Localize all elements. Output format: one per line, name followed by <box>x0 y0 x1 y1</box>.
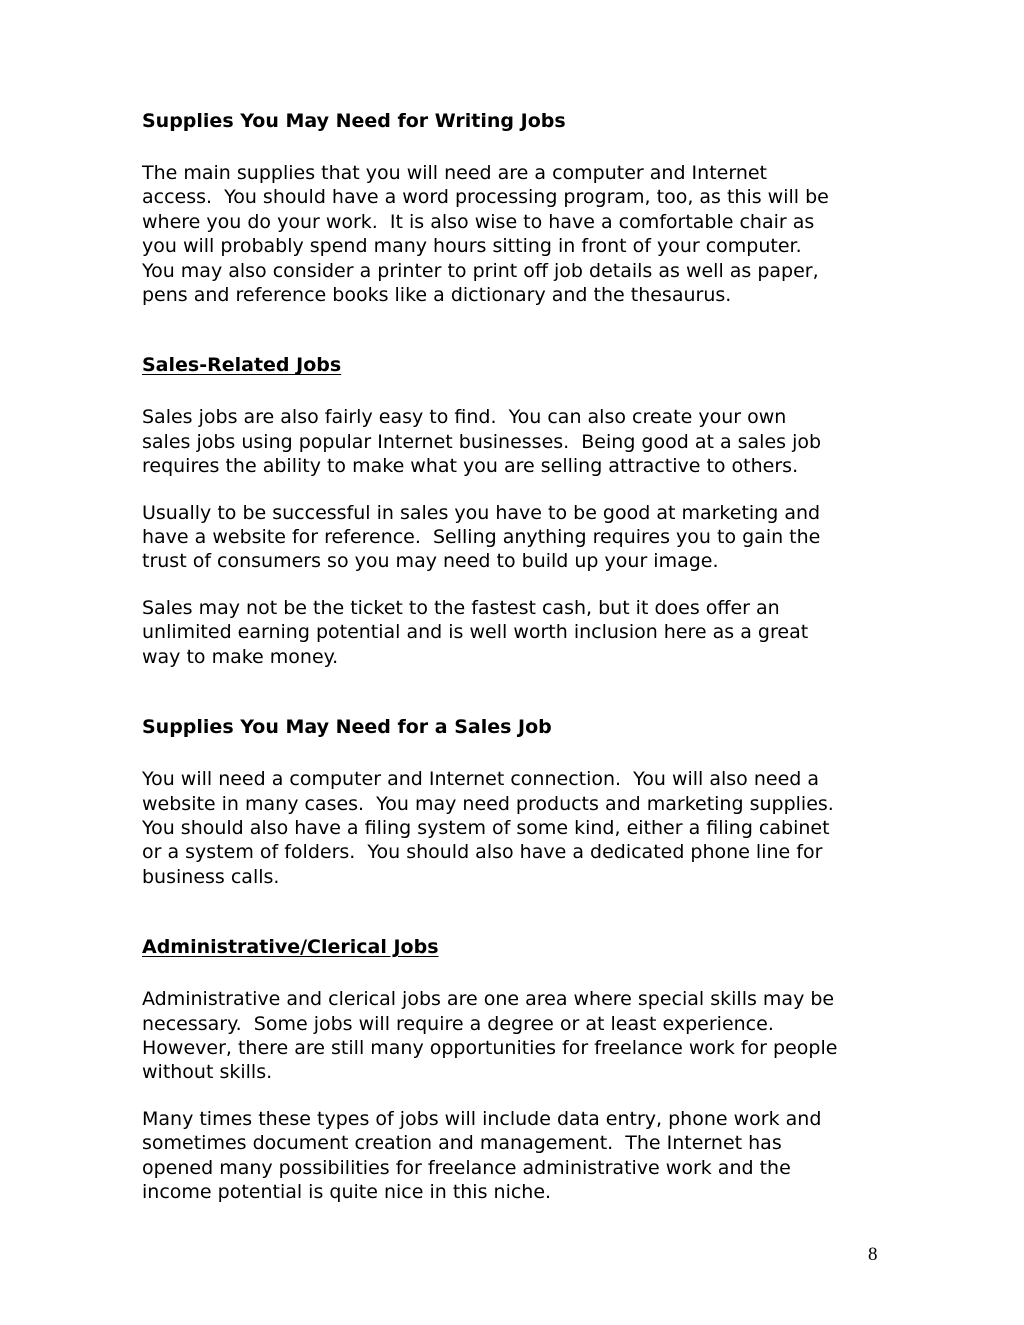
paragraph-admin-types: Many times these types of jobs will include data entry, phone work and sometimes document creation and management. The Internet has opened many possibilities for freelance administrative work and the income potential is quite nice in this niche. <box>142 1107 822 1203</box>
heading-sales-related-jobs: Sales-Related Jobs <box>142 354 342 377</box>
paragraph-sales-supplies: You will need a computer and Internet connection. You will also need a website in many cases. You may need products and marketing supplies. You should also have a filing system of some kind, either a filing cabinet or a system of folders. You should also have a dedicated phone line for business calls. <box>142 768 834 888</box>
document-page <box>142 108 892 1204</box>
heading-sales-supplies: Supplies You May Need for a Sales Job <box>142 716 552 739</box>
paragraph-sales-earning: Sales may not be the ticket to the fastest cash, but it does offer an unlimited earning potential and is well worth inclusion here as a great way to make money. <box>142 596 809 668</box>
page-number: 8 <box>868 1244 878 1265</box>
paragraph-admin-intro: Administrative and clerical jobs are one area where special skills may be necessary. Some jobs will require a degree or at least experience. However, there are still many opportunities for freelance work for people without skills. <box>142 988 838 1084</box>
heading-writing-supplies: Supplies You May Need for Writing Jobs <box>142 110 566 132</box>
heading-administrative-clerical-jobs: Administrative/Clerical Jobs <box>142 936 439 959</box>
paragraph-sales-marketing: Usually to be successful in sales you have to be good at marketing and have a website for reference. Selling anything requires you to gain the trust of consumers so you may need to build up your image. <box>142 501 821 573</box>
paragraph-sales-intro: Sales jobs are also fairly easy to find. You can also create your own sales jobs using popular Internet businesses. Being good at a sales job requires the ability to make what you are selling attractive to others. <box>142 406 822 478</box>
paragraph-writing-supplies: The main supplies that you will need are a computer and Internet access. You should have a word processing program, too, as this will be where you do your work. It is also wise to have a comfortable chair as you will probably spend many hours sitting in front of your computer. You may also consider a printer to print off job details as well as paper, pens and reference books like a dictionary and the thesaurus. <box>142 162 829 307</box>
